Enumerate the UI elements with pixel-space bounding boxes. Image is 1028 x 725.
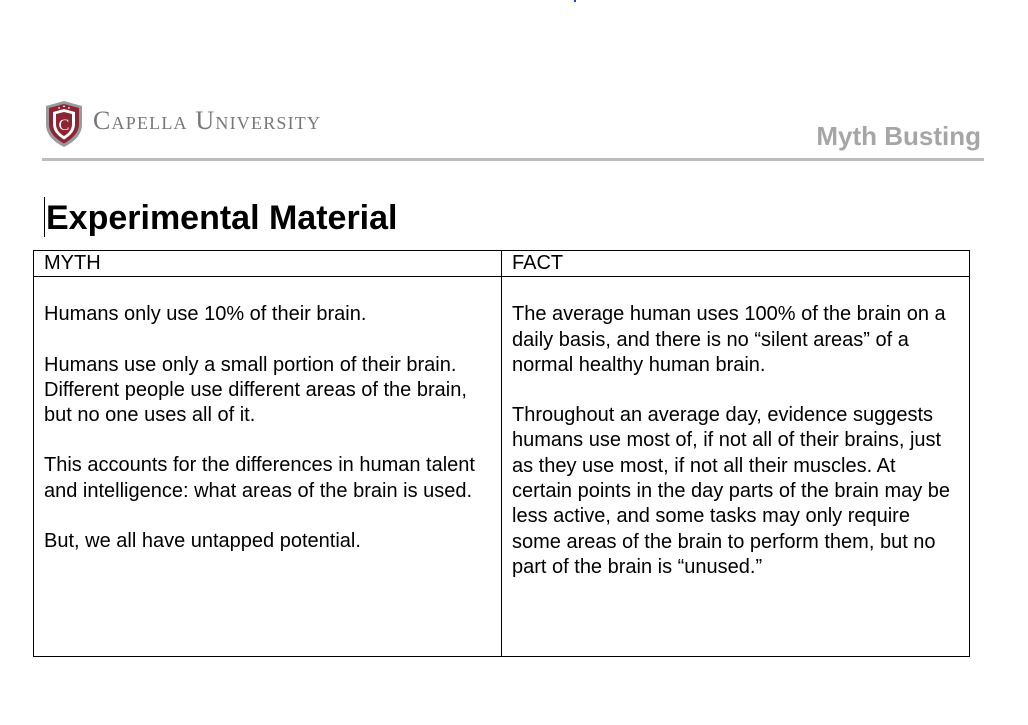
decorative-dot	[574, 0, 576, 2]
fact-column-header: FACT	[502, 251, 970, 277]
myth-paragraph: This accounts for the differences in human talent and intelligence: what areas of the brain is used.	[44, 454, 475, 502]
university-logo	[44, 100, 321, 148]
fact-cell	[502, 277, 970, 657]
myth-column-header: MYTH	[34, 251, 502, 277]
shield-letter: C	[58, 117, 70, 134]
page-header	[42, 100, 984, 161]
document-title: Experimental Material	[46, 199, 398, 237]
university-name: Capella University	[93, 106, 322, 135]
myth-cell	[34, 277, 502, 657]
fact-paragraph: Throughout an average day, evidence suggests humans use most of, if not all of their brains, just as they use most, if not all their muscles. At certain points in the day parts of the brain may be less active, and some tasks may only require some areas of the brain to perform them, but no part of the brain is “unused.”	[512, 404, 951, 578]
myth-paragraph: Humans use only a small portion of their brain. Different people use different areas of the brain, but no one uses all of it.	[44, 353, 467, 427]
text-cursor	[44, 197, 45, 237]
myth-paragraph: But, we all have untapped potential.	[44, 530, 361, 553]
myth-paragraph: Humans only use 10% of their brain.	[44, 303, 367, 326]
fact-paragraph: The average human uses 100% of the brain on a daily basis, and there is no “silent areas” of a normal healthy human brain.	[512, 303, 946, 376]
myth-fact-table	[33, 250, 970, 657]
table-header-row	[34, 251, 970, 277]
section-title: Myth Busting	[816, 121, 981, 151]
table-row	[34, 277, 970, 657]
capella-shield-icon	[44, 100, 84, 148]
